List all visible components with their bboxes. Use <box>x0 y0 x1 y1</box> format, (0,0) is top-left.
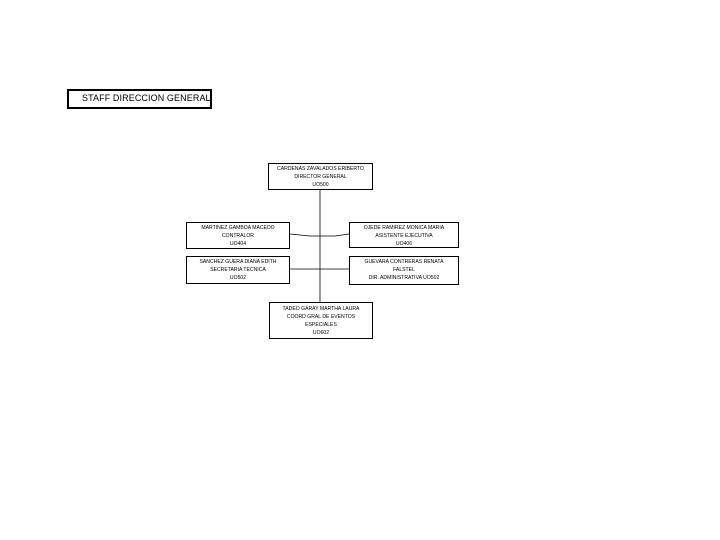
node-role-2: ESPECIALES <box>305 322 337 328</box>
node-code: UO500 <box>312 182 329 188</box>
node-role: FALSTEL <box>393 267 415 273</box>
node-code: UO406 <box>395 241 413 247</box>
node-code: UO404 <box>229 241 247 247</box>
connector-contralor <box>290 234 320 236</box>
node-asistente-ejecutiva <box>349 222 459 248</box>
node-name: CARDENAS ZAVALADOS ERIBERTO <box>277 166 364 172</box>
node-coord-eventos <box>269 302 373 339</box>
node-name: MARTINEZ GAMBOA MACEDO <box>201 225 275 231</box>
node-name: OJEDE RAMIREZ MONICA MARIA <box>363 225 445 231</box>
node-secretaria-tecnica <box>186 256 290 284</box>
node-role: ASISTENTE EJECUTIVA <box>375 233 433 239</box>
node-code: DIR. ADMINISTRATIVA UO502 <box>368 275 440 281</box>
node-dir-administrativa <box>349 256 459 285</box>
node-name: SANCHEZ GUERA DIANA EDITH <box>199 259 277 265</box>
node-role: COORD GRAL DE EVENTOS <box>286 314 356 320</box>
node-name: TADEO GARAY MARTHA LAURA <box>282 306 360 312</box>
node-name: GUEVARA CONTRERAS RENATA <box>364 259 444 265</box>
node-role: SECRETARIA TECNICA <box>210 267 266 273</box>
chart-title: STAFF DIRECCION GENERAL <box>67 89 212 109</box>
node-code: UO602 <box>312 330 330 336</box>
node-role: CONTRALOR <box>222 233 254 239</box>
connector-asistente <box>320 234 349 236</box>
node-director-general <box>268 163 373 190</box>
node-code: UO502 <box>229 275 247 281</box>
node-contralor <box>186 222 290 249</box>
node-role: DIRECTOR GENERAL <box>294 174 347 180</box>
